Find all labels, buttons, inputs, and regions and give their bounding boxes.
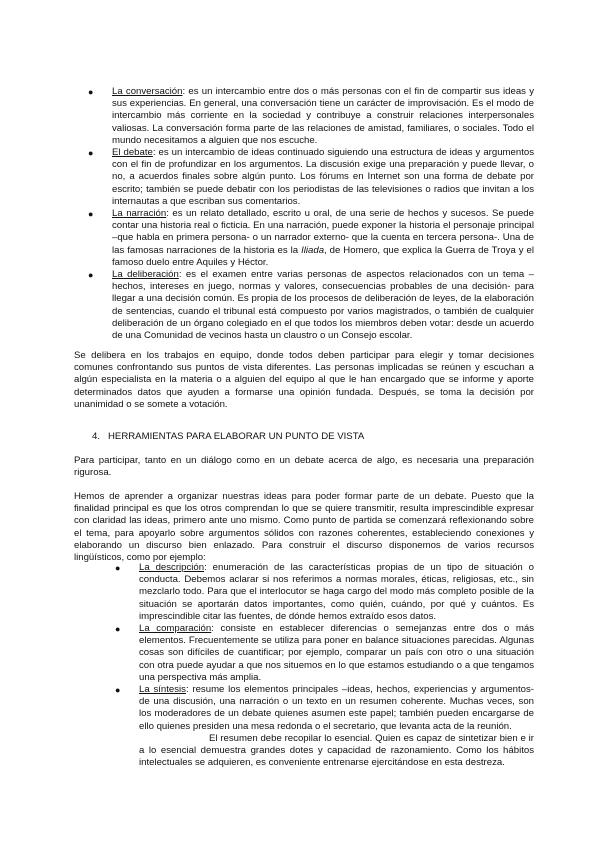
paragraph-organize-ideas: Hemos de aprender a organizar nuestras ideas para poder formar parte de un debate. Puesto que la finalidad principal es que los otros comprendan lo que se quiere transmitir, resulta imprescindible expresar con claridad las ideas, primero ante uno mismo. Como punto de partida se comenzará reflexionando sobre el tema, para apoyarlo sobre argumentos sólidos con razones coherentes, estableciendo conexiones y elaborando un discurso bien enlazado. Para construir el discurso disponemos de varios recursos lingüísticos, como por ejemplo:: [74, 491, 534, 564]
communication-types-list: [88, 86, 534, 342]
bullet-icon: ●: [88, 209, 94, 220]
list-item-term: El debate: [112, 147, 153, 159]
list-item: [88, 147, 534, 208]
list-item-italic: Iliada: [301, 244, 325, 256]
list-item: [88, 269, 534, 342]
closing-paragraph: El resumen debe recopilar lo esencial. Quien es capaz de sintetizar bien e ir a lo esencial demuestra grandes dotes y capacidad de razonamiento. Como los hábitos intelectuales se adquieren, es conveniente entrenarse ejercitándose en esta destreza.: [139, 732, 534, 769]
list-item-text: : resume los elementos principales –ideas, hechos, experiencias y argumentos- de una discusión, una narración o un texto en un resumen coherente. Muchas veces, son los moderadores de un debate quienes asumen este papel; también pueden encargarse de ello quienes presiden una mesa redonda o el secretario, que levanta acta de la reunión.: [139, 684, 534, 732]
list-item-text: : es un intercambio entre dos o más personas con el fin de compartir sus ideas y sus experiencias. En general, una conversación tiene un carácter de improvisación. Es el modo de intercambio más corriente en la sociedad y contribuye a construir relaciones interpersonales valiosas. La conversación forma parte de las relaciones de amistad, familiares, o sociales. Todo el mundo necesitamos a alguien que nos escuche.: [112, 86, 534, 146]
section-heading: [92, 431, 364, 442]
list-item-text: : es un intercambio de ideas continuado siguiendo una estructura de ideas y argumentos con el fin de profundizar en los argumentos. La discusión exige una preparación y puede llevar, o no, a acuerdos finales sobre algún punto. Los fórums en Internet son una forma de debate por escrito; también se puede debatir con los periodistas de las televisiones o radios que invitan a los internautas a que escriban sus comentarios.: [112, 147, 534, 207]
list-item: [115, 623, 535, 684]
list-item-term: La narración: [112, 208, 167, 220]
bullet-icon: ●: [88, 87, 94, 97]
bullet-icon: ●: [115, 624, 121, 635]
list-item-term: La deliberación: [112, 269, 179, 281]
list-item-text: : enumeración de las características propias de un tipo de situación o conducta. Debemos aclarar si nos referimos a normas morales, éticas, religiosas, etc., sin mezclarlo todo. Para que el interlocutor se haga cargo del modo más completo posible de la situación se aportarán datos importantes, como quién, cuándo, por qué y cuántos. Es imprescindible citar las fuentes, de dónde hemos extraído esos datos.: [139, 562, 534, 622]
section-number: 4.: [92, 431, 101, 442]
list-item-text: : es un relato detallado, escrito u oral, de una serie de hechos y sucesos. Se puede contar una historia real o ficticia. En una narración, puede exponer la historia el personaje principal –que habla en primera persona- o un narrador externo- que la cuenta en tercera persona-. Una de las famosas narraciones de la historia es la: [112, 208, 534, 256]
list-item: [115, 684, 534, 769]
paragraph-deliberation: Se delibera en los trabajos en equipo, donde todos deben participar para elegir y tomar decisiones comunes confrontando sus puntos de vista diferentes. Las personas implicadas se reúnen y escuchan a algún especialista en la materia o a alguien del equipo al que le han encargado que se informe y aporte determinados datos que ayuden a formarse una opinión fundada. Después, se toma la decisión por unanimidad o se somete a votación.: [74, 350, 534, 410]
list-item-text: : es el examen entre varias personas de aspectos relacionados con un tema –hechos, intereses en juego, normas y valores, consecuencias probables de una decisión- para llegar a una decisión común. Es propia de los procesos de deliberación de leyes, de la elaboración de sentencias, cuando el tribunal está compuesto por varios magistrados, o también de cualquier deliberación de un órgano colegiado en el que todos los miembros deben votar: desde un acuerdo de una Comunidad de vecinos hasta un claustro o un Consejo escolar.: [112, 269, 534, 342]
bullet-icon: ●: [115, 563, 121, 573]
paragraph-preparation: Para participar, tanto en un diálogo como en un debate acerca de algo, es necesaria una preparación rigurosa.: [74, 455, 534, 479]
list-item-term: La síntesis: [139, 684, 186, 696]
linguistic-resources-list: [115, 562, 535, 769]
bullet-icon: ●: [88, 148, 94, 159]
bullet-icon: ●: [88, 270, 94, 281]
list-item: [88, 208, 534, 269]
section-title: HERRAMIENTAS PARA ELABORAR UN PUNTO DE VISTA: [108, 431, 365, 442]
list-item-term: La conversación: [112, 86, 183, 97]
list-item: [88, 86, 534, 147]
bullet-icon: ●: [115, 685, 121, 696]
list-item-term: La comparación: [139, 623, 212, 635]
list-item-text: : consiste en establecer diferencias o semejanzas entre dos o más elementos. Frecuentemente se utiliza para poner en balance situaciones parecidas. Algunas cosas son difíciles de cuantificar; por ejemplo, comparar un país con otro o una situación con otra puede ayudar a que nos situemos en lo que estamos estudiando o a que tengamos una perspectiva más amplia.: [139, 623, 535, 683]
list-item-text-cont: , de Homero, que explica la Guerra de Troya y el famoso duelo entre Aquiles y Héctor.: [112, 244, 534, 268]
list-item-term: La descripción: [139, 562, 205, 573]
list-item: [115, 562, 534, 623]
